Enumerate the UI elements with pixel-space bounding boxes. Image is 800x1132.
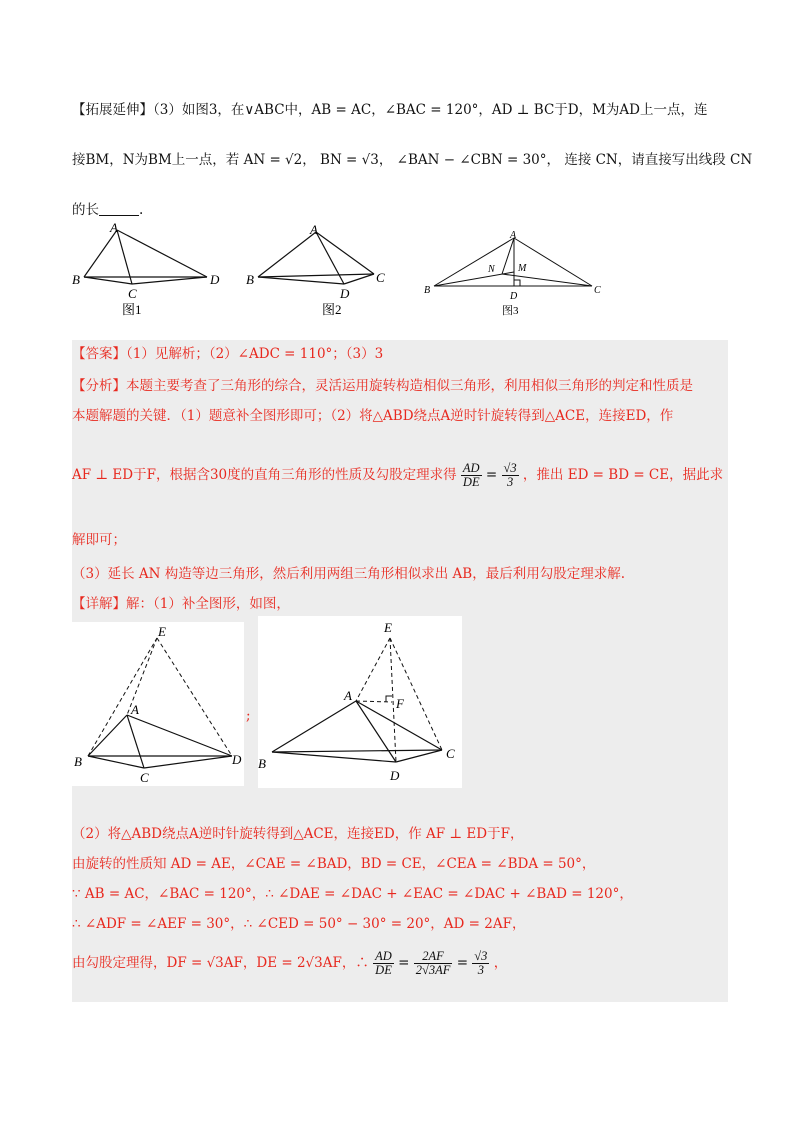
detail-figure-left — [72, 622, 244, 786]
detail-frac-3-num: √3 — [474, 949, 488, 963]
dfr-label-e: E — [384, 620, 392, 635]
dfl-label-e: E — [158, 624, 166, 639]
answer-blank — [99, 203, 139, 216]
dfr-label-c: C — [446, 746, 455, 761]
analysis-tag: 【分析】 — [72, 378, 126, 394]
detail-tag: 【详解】 — [72, 596, 126, 612]
problem-line-3-text: 的长 — [72, 202, 99, 218]
detail-line-1 — [72, 592, 290, 612]
fig3-label-c: C — [594, 285, 601, 296]
figure-1 — [72, 222, 232, 322]
detail-p2-line-5b: ， — [493, 955, 508, 971]
frac-den: DE — [462, 475, 480, 489]
fraction-sqrt3-3 — [502, 462, 519, 489]
analysis-line-1 — [72, 374, 693, 394]
dfl-label-d: D — [232, 752, 242, 767]
detail-frac-1 — [373, 950, 394, 977]
detail-frac-1-den: DE — [375, 963, 392, 977]
answer-text: （1）见解析；（2）∠ADC = 110°；（3）3 — [126, 346, 384, 362]
dfr-label-a: A — [344, 688, 352, 703]
frac2-den: 3 — [506, 475, 514, 489]
detail-figure-right — [258, 616, 462, 788]
detail-p2-line-2: 由旋转的性质知 AD = AE，∠CAE = ∠BAD，BD = CE，∠CEA = ∠BDA = 50°， — [72, 856, 596, 872]
fraction-ad-de — [461, 462, 482, 489]
problem-line-3 — [72, 198, 143, 218]
detail-p2-line-5 — [72, 950, 507, 977]
problem-line-2: 接BM，N为BM上一点，若 AN = √2， BN = √3， ∠BAN − ∠CBN = 30°， 连接 CN，请直接写出线段 CN — [72, 152, 753, 168]
fig1-label-c: C — [128, 286, 137, 301]
fig2-label-c: C — [376, 270, 385, 285]
fig3-label-m: M — [518, 263, 527, 274]
detail-frac-2-num: 2AF — [414, 950, 453, 964]
detail-frac-2 — [414, 950, 453, 977]
detail-frac-3-den: 3 — [477, 963, 484, 977]
problem-line-1: 【拓展延伸】（3）如图3，在∨ABC中，AB = AC，∠BAC = 120°，AD ⊥ BC于D，M为AD上一点，连 — [72, 102, 708, 118]
detail-p2-line-4: ∴ ∠ADF = ∠AEF = 30°，∴ ∠CED = 50° − 30° = 20°，AD = 2AF， — [72, 916, 526, 932]
detail-p2-line-3: ∵ AB = AC，∠BAC = 120°，∴ ∠DAE = ∠DAC + ∠EAC = ∠DAC + ∠BAD = 120°， — [72, 886, 633, 902]
answer-tag: 【答案】 — [72, 346, 126, 362]
dfl-label-a: A — [131, 702, 139, 717]
analysis-line-2: 本题解题的关键．（1）题意补全图形即可；（2）将△ABD绕点A逆时针旋转得到△ACE，连接ED，作 — [72, 408, 674, 424]
detail-frac-2-den: 2√3AF — [415, 963, 451, 977]
problem-line-3-end: . — [139, 202, 144, 218]
fig3-label-d: D — [510, 291, 518, 302]
dfl-label-b: B — [74, 754, 82, 769]
dfr-label-f: F — [396, 696, 404, 711]
analysis-text-1: 本题主要考查了三角形的综合，灵活运用旋转构造相似三角形，利用相似三角形的判定和性质是 — [126, 378, 693, 394]
detail-eq-1: = — [398, 955, 410, 971]
figure-2 — [246, 222, 396, 322]
frac-equals: = — [485, 467, 498, 483]
fig1-caption: 图1 — [122, 302, 142, 317]
dfr-label-b: B — [258, 756, 266, 771]
analysis-line-3 — [72, 462, 723, 489]
fig3-label-a: A — [510, 230, 517, 241]
fig2-label-a: A — [310, 222, 318, 237]
detail-frac-3 — [472, 950, 489, 977]
dfl-label-c: C — [140, 770, 149, 785]
fig3-label-b: B — [424, 285, 431, 296]
fig1-label-a: A — [110, 222, 118, 235]
figure-separator: ; — [246, 708, 251, 724]
analysis-line-3a: AF ⊥ ED于F，根据含30度的直角三角形的性质及勾股定理求得 — [72, 467, 457, 483]
detail-eq-2: = — [456, 955, 468, 971]
frac2-num: √3 — [503, 461, 517, 475]
detail-p2-line-5a: 由勾股定理得，DF = √3AF，DE = 2√3AF，∴ — [72, 955, 369, 971]
answer-line — [72, 342, 383, 362]
fig3-label-n: N — [488, 264, 495, 275]
fig2-caption: 图2 — [322, 302, 342, 317]
analysis-line-3b: ，推出 ED = BD = CE，据此求 — [522, 467, 724, 483]
fig2-label-b: B — [246, 272, 254, 287]
analysis-line-4: 解即可； — [72, 532, 126, 548]
analysis-line-5: （3）延长 AN 构造等边三角形，然后利用两组三角形相似求出 AB，最后利用勾股定理求解. — [72, 566, 625, 582]
detail-text-1: 解：（1）补全图形，如图， — [126, 596, 290, 612]
frac-num: AD — [462, 461, 480, 475]
detail-frac-1-num: AD — [375, 949, 392, 963]
dfr-label-d: D — [390, 768, 400, 783]
fig2-label-d: D — [340, 286, 350, 301]
fig1-label-b: B — [72, 272, 80, 287]
fig3-caption: 图3 — [502, 305, 519, 317]
detail-p2-line-1: （2）将△ABD绕点A逆时针旋转得到△ACE，连接ED，作 AF ⊥ ED于F， — [72, 826, 524, 842]
fig1-label-d: D — [210, 272, 220, 287]
figure-3 — [420, 222, 610, 322]
